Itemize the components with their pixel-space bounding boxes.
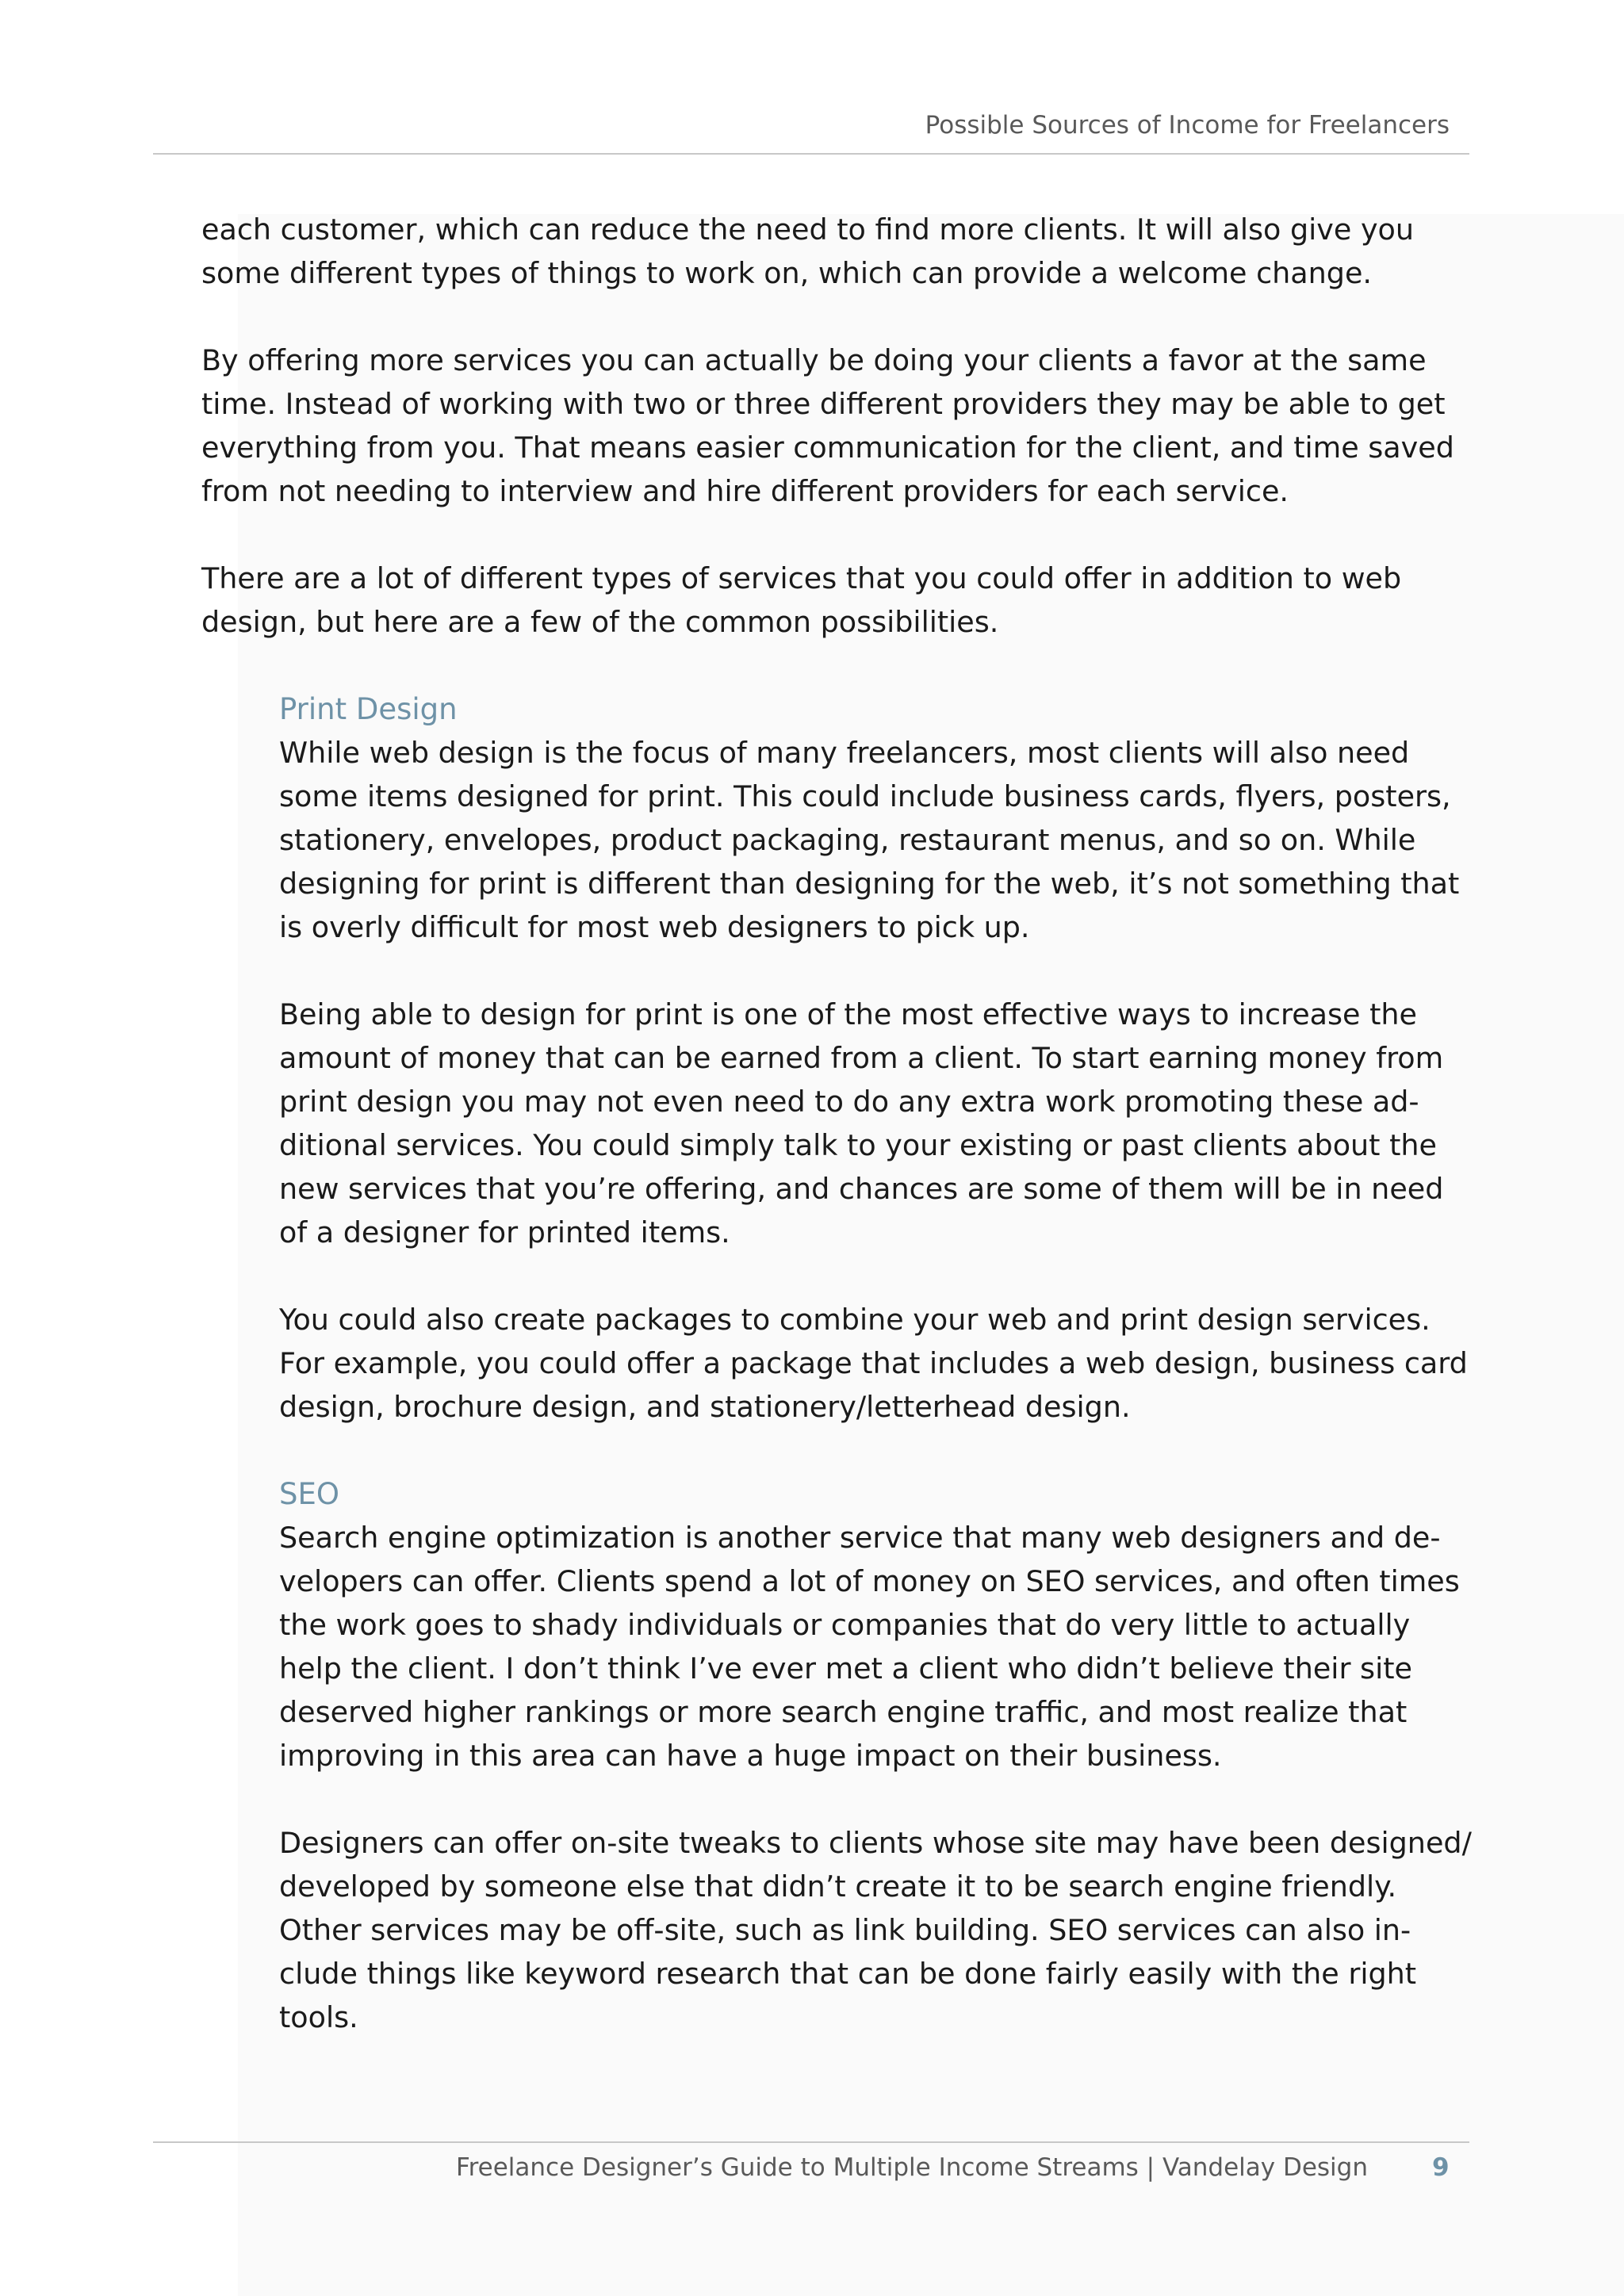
page-content xyxy=(201,208,1502,2083)
intro-paragraph: There are a lot of different types of services that you could offer in addition to web design, but here are a few of the common possibilities. xyxy=(201,561,1402,639)
section-print-design xyxy=(279,687,1502,1429)
header-rule xyxy=(153,153,1469,155)
running-header: Possible Sources of Income for Freelancers xyxy=(925,111,1450,140)
intro-paragraph: By offering more services you can actually be doing your clients a favor at the same time. Instead of working with two or three different providers they may be able to get everything from you. That means easier communication for the client, and time saved from not needing to interview and hire different providers for each service. xyxy=(201,343,1454,508)
intro-paragraph: each customer, which can reduce the need to find more clients. It will also give you some different types of things to work on, which can provide a welcome change. xyxy=(201,212,1415,290)
section-paragraph: Designers can offer on-site tweaks to clients whose site may have been designed/ developed by someone else that didn’t create it to be search engine friendly. Other services may be off-site, such as link building. SEO services can also in- clude things like keyword research that can be done fairly easily with the right tools. xyxy=(279,1826,1472,2034)
section-heading: Print Design xyxy=(279,692,458,726)
footer-rule xyxy=(153,2141,1469,2143)
section-paragraph: Search engine optimization is another service that many web designers and de- velopers can offer. Clients spend a lot of money on SEO services, and often times the work goes to shady individuals or companies that do very little to actually help the client. I don’t think I’ve ever met a client who didn’t believe their site deserved higher rankings or more search engine traffic, and most realize that improving in this area can have a huge impact on their business. xyxy=(279,1521,1460,1773)
section-seo xyxy=(279,1472,1502,2039)
section-heading: SEO xyxy=(279,1477,339,1511)
section-paragraph: You could also create packages to combine your web and print design services. For example, you could offer a package that includes a web design, business card design, brochure design, and stationery/letterhead design. xyxy=(279,1303,1468,1424)
footer-text: Freelance Designer’s Guide to Multiple Income Streams | Vandelay Design xyxy=(456,2153,1368,2182)
section-paragraph: While web design is the focus of many freelancers, most clients will also need some items designed for print. This could include business cards, flyers, posters, stationery, envelopes, product packaging, restaurant menus, and so on. While designing for print is different than designing for the web, it’s not something that is overly difficult for most web designers to pick up. xyxy=(279,736,1460,944)
page-number: 9 xyxy=(1432,2153,1450,2182)
section-paragraph: Being able to design for print is one of the most effective ways to increase the amount of money that can be earned from a client. To start earning money from print design you may not even need to do any extra work promoting these ad- ditional services. You could simply talk to your existing or past clients about the new services that you’re offering, and chances are some of them will be in need of a designer for printed items. xyxy=(279,997,1444,1249)
